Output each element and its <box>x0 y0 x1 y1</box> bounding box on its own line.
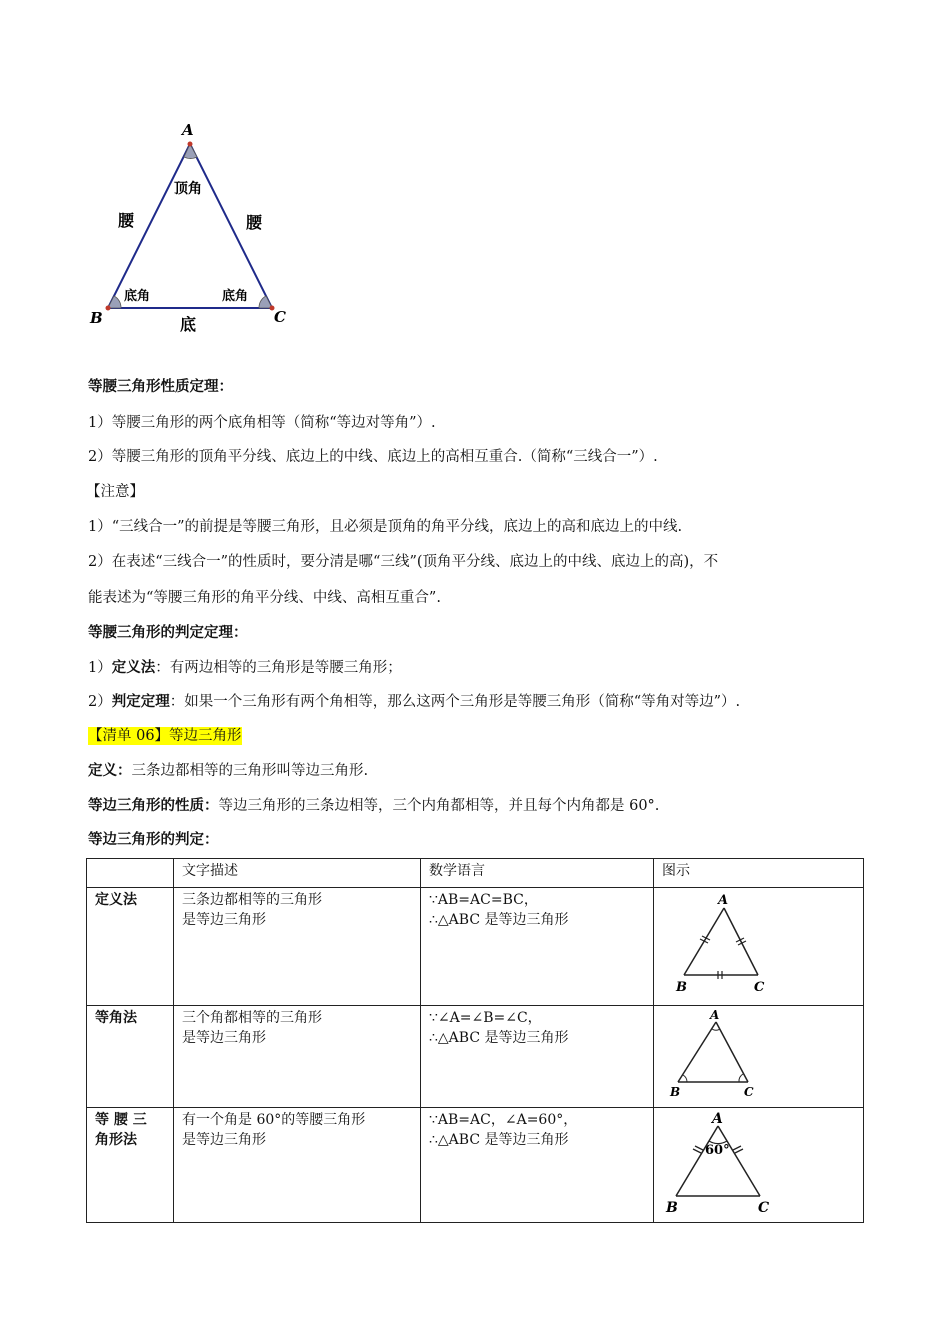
row-math-2: ∴△ABC 是等边三角形 <box>429 1132 569 1148</box>
label-base: 底 <box>180 315 197 334</box>
row-description-1: 三条边都相等的三角形 <box>182 892 322 908</box>
label-c: C <box>274 308 286 326</box>
row-method-name: 等角法 <box>95 1010 137 1026</box>
definition-term: 定义： <box>88 763 132 779</box>
isosceles-60-triangle-figure <box>662 1110 792 1216</box>
header-cell-math: 数学语言 <box>421 859 654 888</box>
row-description-2: 是等边三角形 <box>182 1132 266 1148</box>
row-method-name-line-1: 等 腰 三 <box>95 1112 147 1128</box>
judgement-table <box>86 858 864 1223</box>
definition-line <box>88 760 368 782</box>
header-cell-empty <box>87 859 174 888</box>
row-math-1: ∵AB=AC，∠A=60°， <box>429 1112 578 1128</box>
label-base-angle-right: 底角 <box>222 289 249 304</box>
point-b <box>106 306 111 311</box>
row-description-1: 三个角都相等的三角形 <box>182 1010 322 1026</box>
table-header-row <box>87 859 864 888</box>
definition-text: 三条边都相等的三角形叫等边三角形. <box>131 763 369 779</box>
label-base-angle-left: 底角 <box>124 289 151 304</box>
label-leg-right: 腰 <box>246 213 263 232</box>
row-description-2: 是等边三角形 <box>182 912 266 928</box>
row-description-2: 是等边三角形 <box>182 1030 266 1046</box>
header-cell-figure: 图示 <box>654 859 864 888</box>
label-b: B <box>90 309 103 327</box>
row-description-1: 有一个角是 60°的等腰三角形 <box>182 1112 366 1128</box>
judgement-1 <box>88 657 402 679</box>
table-row <box>87 1108 864 1223</box>
fig3-label-c: C <box>758 1200 770 1216</box>
equilateral-judgement-title: 等边三角形的判定： <box>88 832 219 848</box>
judgement-2 <box>88 691 740 713</box>
row-math-2: ∴△ABC 是等边三角形 <box>429 912 569 928</box>
note-2-line-1: 2）在表述“三线合一”的性质时，要分清是哪“三线”(顶角平分线、底边上的中线、底边上的高)，不 <box>88 554 719 570</box>
judgement-2-term: 判定定理 <box>111 694 170 710</box>
property-theorem-title: 等腰三角形性质定理： <box>88 379 233 395</box>
row-method-name: 定义法 <box>95 892 137 908</box>
fig3-label-b: B <box>666 1200 678 1216</box>
equilateral-property-line <box>88 795 659 817</box>
fig2-label-b: B <box>670 1085 681 1099</box>
property-2: 2）等腰三角形的顶角平分线、底边上的中线、底边上的高相互重合.（简称“三线合一”）. <box>88 449 658 465</box>
judgement-2-text: ：如果一个三角形有两个角相等，那么这两个三角形是等腰三角形（简称“等角对等边”）. <box>169 694 741 710</box>
equilateral-property-term: 等边三角形的性质： <box>88 798 219 814</box>
row-math-1: ∵∠A=∠B=∠C， <box>429 1010 542 1026</box>
fig2-label-c: C <box>744 1085 754 1099</box>
list-06-heading <box>88 725 242 747</box>
note-1: 1）“三线合一”的前提是等腰三角形，且必须是顶角的角平分线，底边上的高和底边上的中线. <box>88 519 683 535</box>
label-apex-angle: 顶角 <box>174 181 202 197</box>
equal-sides-triangle-figure <box>662 890 792 998</box>
row-method-name-line-2: 角形法 <box>95 1132 137 1148</box>
list-06-badge: 【清单 06】等边三角形 <box>88 728 242 744</box>
equal-angles-triangle-figure <box>662 1008 792 1100</box>
equilateral-property-text: 等边三角形的三条边相等，三个内角都相等，并且每个内角都是 60°. <box>218 798 660 814</box>
fig1-label-a: A <box>718 893 729 908</box>
table-row <box>87 888 864 1006</box>
fig1-label-b: B <box>676 980 687 995</box>
judgement-1-prefix: 1） <box>88 660 112 676</box>
fig2-label-a: A <box>710 1008 720 1022</box>
table-row <box>87 1006 864 1108</box>
property-1: 1）等腰三角形的两个底角相等（简称“等边对等角”）. <box>88 415 436 431</box>
judgement-1-term: 定义法 <box>111 660 156 676</box>
row-math-2: ∴△ABC 是等边三角形 <box>429 1030 569 1046</box>
point-a <box>188 142 193 147</box>
judgement-2-prefix: 2） <box>88 694 112 710</box>
fig3-label-a: A <box>712 1111 723 1127</box>
note-title: 【注意】 <box>86 484 144 500</box>
header-cell-description: 文字描述 <box>174 859 421 888</box>
label-a: A <box>182 121 194 139</box>
fig3-angle-label: 60° <box>705 1143 730 1158</box>
note-2-line-2: 能表述为“等腰三角形的角平分线、中线、高相互重合”. <box>88 590 441 606</box>
row-math-1: ∵AB=AC=BC， <box>429 892 538 908</box>
label-leg-left: 腰 <box>118 211 135 230</box>
fig1-label-c: C <box>754 980 765 995</box>
judgement-theorem-title: 等腰三角形的判定定理： <box>88 625 248 641</box>
isosceles-triangle-figure <box>84 118 304 338</box>
judgement-1-text: ：有两边相等的三角形是等腰三角形； <box>155 660 402 676</box>
